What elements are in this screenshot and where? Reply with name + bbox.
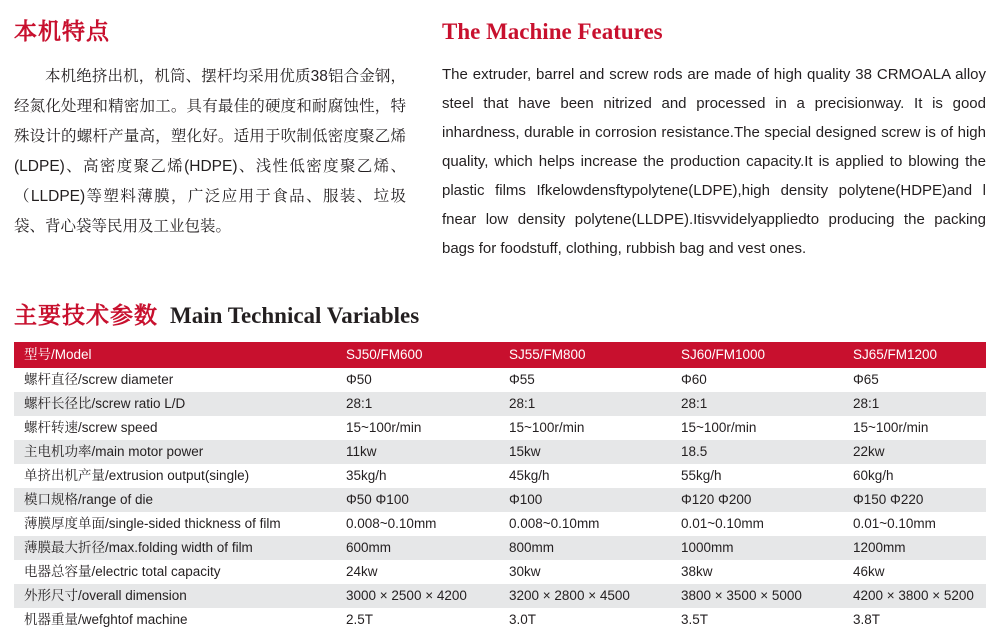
table-cell-value: 22kw [843,440,986,464]
table-cell-value: 11kw [336,440,499,464]
table-header-cell: SJ65/FM1200 [843,342,986,368]
table-cell-value: 800mm [499,536,671,560]
table-cell-value: 0.01~0.10mm [671,512,843,536]
table-row [14,560,986,584]
table-row [14,440,986,464]
table-cell-value: Φ150 Φ220 [843,488,986,512]
specs-table-head [14,342,986,368]
table-cell-value: 600mm [336,536,499,560]
table-cell-label: 薄膜最大折径/max.folding width of film [14,536,336,560]
table-cell-value: 24kw [336,560,499,584]
table-cell-label: 单挤出机产量/extrusion output(single) [14,464,336,488]
table-row [14,584,986,608]
table-cell-value: 15~100r/min [336,416,499,440]
table-row [14,368,986,392]
table-cell-value: 15~100r/min [671,416,843,440]
features-paragraph-en: The extruder, barrel and screw rods are made of high quality 38 CRMOALA alloy steel that have been nitrized and processed in a precisionway. It is good inhardness, durable in corrosion resistance.The special designed screw is of high quality, which helps increase the production capacity.It is applied to blowing the plastic films Ifkelowdensftypolytene(LDPE),high density polytene(HDPE)and l fnear low density polytene(LLDPE).Itisvvidelyappliedto producing the packing bags for foodstuff, clothing, rubbish bag and vest ones. [442,65,986,257]
table-cell-value: 38kw [671,560,843,584]
features-heading-en: The Machine Features [442,19,663,44]
table-cell-value: 28:1 [843,392,986,416]
features-section [0,0,1000,263]
features-heading-cn: 本机特点 [14,18,110,44]
table-cell-value: 0.01~0.10mm [843,512,986,536]
table-cell-value: 15kw [499,440,671,464]
table-header-row [14,342,986,368]
specs-table [14,342,986,632]
table-cell-label: 螺杆直径/screw diameter [14,368,336,392]
table-cell-value: 4200 × 3800 × 5200 [843,584,986,608]
specs-table-wrapper [14,342,986,632]
table-cell-value: Φ120 Φ200 [671,488,843,512]
table-row [14,464,986,488]
table-cell-value: 45kg/h [499,464,671,488]
features-paragraph-cn: 本机绝挤出机，机筒、摆杆均采用优质38铝合金钢，经氮化处理和精密加工。具有最佳的硬度和耐腐蚀性，特殊设计的螺杆产量高，塑化好。适用于吹制低密度聚乙烯(LDPE)、高密度聚乙烯(HDPE)、浅性低密度聚乙烯、（LLDPE)等塑料薄膜，广泛应用于食品、服装、垃圾袋、背心袋等民用及工业包装。 [14,67,406,235]
table-row [14,536,986,560]
table-header-cell: 型号/Model [14,342,336,368]
table-cell-value: 15~100r/min [499,416,671,440]
specs-title-cn: 主要技术参数 [14,301,158,328]
table-cell-label: 薄膜厚度单面/single-sided thickness of film [14,512,336,536]
table-cell-label: 螺杆长径比/screw ratio L/D [14,392,336,416]
table-cell-value: Φ50 Φ100 [336,488,499,512]
table-cell-value: 2.5T [336,608,499,632]
table-cell-value: 0.008~0.10mm [499,512,671,536]
table-cell-label: 主电机功率/main motor power [14,440,336,464]
table-cell-value: 3.0T [499,608,671,632]
table-cell-value: Φ50 [336,368,499,392]
table-cell-value: 3200 × 2800 × 4500 [499,584,671,608]
table-header-cell: SJ60/FM1000 [671,342,843,368]
table-cell-value: Φ100 [499,488,671,512]
specs-section-title [14,297,1000,330]
table-cell-value: 0.008~0.10mm [336,512,499,536]
table-cell-value: 18.5 [671,440,843,464]
table-cell-value: Φ60 [671,368,843,392]
table-cell-value: 3000 × 2500 × 4200 [336,584,499,608]
table-row [14,512,986,536]
table-cell-value: 28:1 [671,392,843,416]
table-cell-value: 28:1 [336,392,499,416]
table-cell-value: 46kw [843,560,986,584]
table-row [14,416,986,440]
table-cell-value: 60kg/h [843,464,986,488]
table-cell-label: 外形尺寸/overall dimension [14,584,336,608]
features-column-english [426,18,986,263]
table-cell-value: Φ55 [499,368,671,392]
table-header-cell: SJ55/FM800 [499,342,671,368]
table-cell-label: 机器重量/wefghtof machine [14,608,336,632]
table-cell-value: Φ65 [843,368,986,392]
features-column-chinese [14,18,426,263]
table-cell-value: 35kg/h [336,464,499,488]
table-cell-label: 电器总容量/electric total capacity [14,560,336,584]
table-cell-value: 3800 × 3500 × 5000 [671,584,843,608]
table-cell-label: 模口规格/range of die [14,488,336,512]
table-header-cell: SJ50/FM600 [336,342,499,368]
table-cell-value: 15~100r/min [843,416,986,440]
specs-table-body [14,368,986,632]
table-row [14,608,986,632]
table-cell-value: 3.5T [671,608,843,632]
table-cell-value: 28:1 [499,392,671,416]
table-cell-value: 30kw [499,560,671,584]
table-cell-label: 螺杆转速/screw speed [14,416,336,440]
table-cell-value: 55kg/h [671,464,843,488]
table-row [14,392,986,416]
table-cell-value: 1000mm [671,536,843,560]
specs-title-en: Main Technical Variables [170,302,420,328]
table-row [14,488,986,512]
table-cell-value: 1200mm [843,536,986,560]
table-cell-value: 3.8T [843,608,986,632]
